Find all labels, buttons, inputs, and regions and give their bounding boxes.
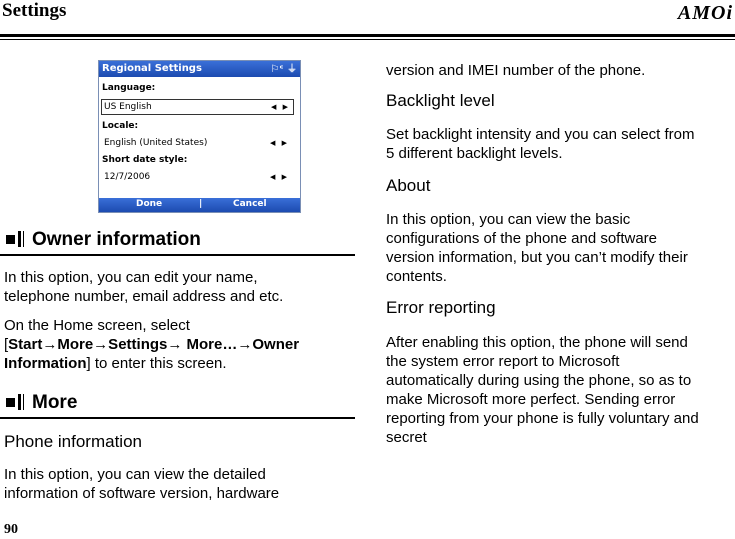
owner-para-2-line-3 bbox=[4, 354, 227, 373]
error-line-5: reporting from your phone is fully voluntary and bbox=[386, 410, 699, 427]
locale-value: English (United States) bbox=[104, 138, 208, 148]
locale-arrows-icon[interactable]: ◀ ▶ bbox=[270, 139, 289, 147]
done-softkey[interactable]: Done bbox=[136, 199, 163, 209]
error-line-3: automatically during using the phone, so as to bbox=[386, 372, 692, 389]
cancel-softkey[interactable]: Cancel bbox=[233, 199, 267, 209]
owner-para-2-line-2 bbox=[4, 335, 299, 354]
more-heading-text: More bbox=[32, 392, 78, 413]
language-select[interactable] bbox=[101, 99, 294, 115]
page-header-title: Settings bbox=[2, 0, 67, 21]
phone-info-line-2: information of software version, hardware bbox=[4, 485, 280, 502]
menu-path-rest: ] to enter this screen. bbox=[86, 355, 227, 372]
owner-para-2-line-1: On the Home screen, select bbox=[4, 317, 190, 334]
date-style-select[interactable] bbox=[102, 170, 292, 184]
menu-path-end: Information bbox=[4, 355, 87, 372]
phone-title: Regional Settings bbox=[102, 63, 202, 74]
header-rule-thin bbox=[0, 39, 735, 40]
error-line-6: secret bbox=[386, 429, 427, 446]
about-line-3: version information, but you can’t modify their bbox=[386, 249, 688, 266]
header-rule-thick bbox=[0, 34, 735, 37]
status-icons: ⚐ᶜ ⏚ bbox=[270, 64, 297, 75]
backlight-line-1: Set backlight intensity and you can select from bbox=[386, 126, 695, 143]
language-value: US English bbox=[104, 102, 152, 112]
about-title: About bbox=[386, 176, 431, 195]
softkey-divider: | bbox=[199, 199, 203, 209]
backlight-title: Backlight level bbox=[386, 91, 495, 110]
locale-label: Locale: bbox=[102, 121, 139, 131]
language-label: Language: bbox=[102, 83, 156, 93]
phone-info-title: Phone information bbox=[4, 432, 142, 451]
error-reporting-title: Error reporting bbox=[386, 298, 496, 317]
owner-heading bbox=[4, 229, 201, 251]
phone-info-line-3: version and IMEI number of the phone. bbox=[386, 62, 646, 79]
owner-heading-text: Owner information bbox=[32, 229, 201, 250]
owner-para-1-line-1: In this option, you can edit your name, bbox=[4, 269, 258, 286]
date-arrows-icon[interactable]: ◀ ▶ bbox=[270, 173, 289, 181]
amoi-logo: AMOi bbox=[677, 2, 733, 24]
page-number: 90 bbox=[4, 522, 18, 537]
owner-heading-rule bbox=[0, 254, 355, 256]
phone-info-line-1: In this option, you can view the detailed bbox=[4, 466, 266, 483]
phone-title-bar bbox=[99, 61, 300, 77]
error-line-4: make Microsoft more perfect. Sending error bbox=[386, 391, 676, 408]
locale-select[interactable] bbox=[102, 136, 292, 150]
section-bullet-icon bbox=[4, 394, 32, 412]
language-arrows-icon[interactable]: ◀ ▶ bbox=[271, 103, 290, 111]
phone-softkey-bar bbox=[99, 198, 300, 212]
about-line-1: In this option, you can view the basic bbox=[386, 211, 631, 228]
owner-para-1-line-2: telephone number, email address and etc. bbox=[4, 288, 284, 305]
section-bullet-icon bbox=[4, 231, 32, 249]
phone-screenshot bbox=[98, 60, 301, 213]
error-line-1: After enabling this option, the phone will send bbox=[386, 334, 688, 351]
menu-path: Start→More→Settings→ More…→Owner bbox=[8, 336, 300, 353]
date-style-label: Short date style: bbox=[102, 155, 188, 165]
more-heading-rule bbox=[0, 417, 355, 419]
about-line-2: configurations of the phone and software bbox=[386, 230, 658, 247]
about-line-4: contents. bbox=[386, 268, 447, 285]
backlight-line-2: 5 different backlight levels. bbox=[386, 145, 563, 162]
error-line-2: the system error report to Microsoft bbox=[386, 353, 620, 370]
more-heading bbox=[4, 392, 77, 414]
date-style-value: 12/7/2006 bbox=[104, 172, 151, 182]
bracket-open: [ bbox=[4, 336, 9, 353]
